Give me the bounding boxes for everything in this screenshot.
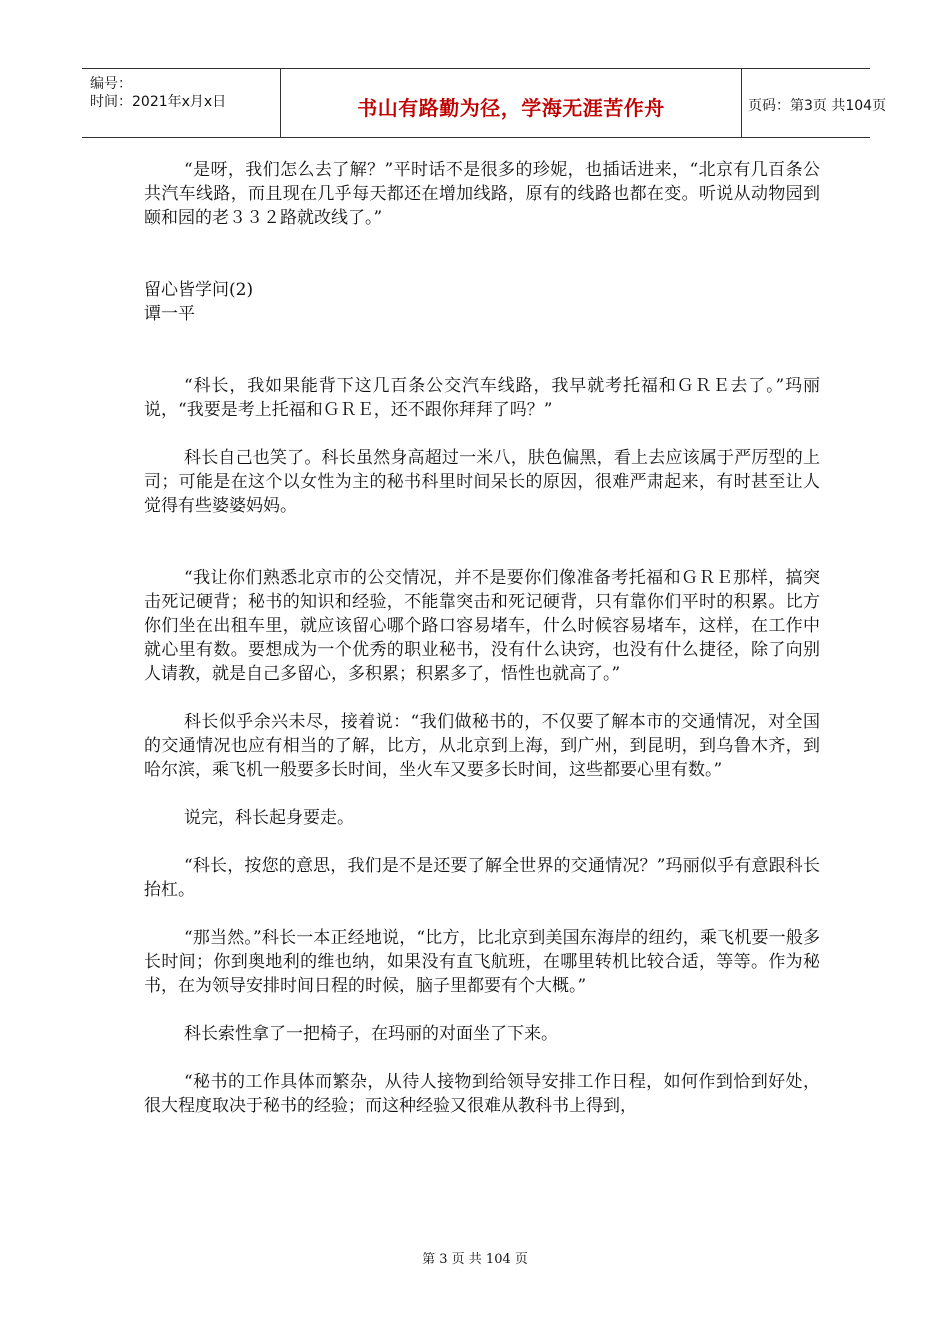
author: 谭一平: [144, 304, 195, 324]
doc-date-label: 时间：2021年x月x日: [90, 94, 227, 110]
paragraph: 说完，科长起身要走。: [184, 808, 354, 828]
section-title: 留心皆学问(2): [144, 280, 254, 300]
paragraph: “科长，按您的意思，我们是不是还要了解全世界的交通情况？”玛丽似乎有意跟科长抬杠。: [144, 856, 820, 900]
header-page-cell: [740, 69, 887, 137]
doc-id-label: 编号：: [90, 76, 132, 92]
paragraph: 科长似乎余兴未尽，接着说：“我们做秘书的，不仅要了解本市的交通情况，对全国的交通情况也应有相当的了解，比方，从北京到上海，到广州，到昆明，到乌鲁木齐，到哈尔滨，乘飞机一般要多长时间，坐火车又要多长时间，这些都要心里有数。”: [144, 712, 820, 780]
paragraph: 科长自己也笑了。科长虽然身高超过一米八，肤色偏黑，看上去应该属于严厉型的上司；可能是在这个以女性为主的秘书科里时间呆长的原因，很难严肃起来，有时甚至让人觉得有些婆婆妈妈。: [144, 448, 820, 516]
header-page-info: 页码：第3页 共104页: [748, 98, 887, 114]
page-footer: 第 3 页 共 104 页: [422, 1252, 528, 1267]
paragraph: “那当然。”科长一本正经地说，“比方，比北京到美国东海岸的纽约，乘飞机要一般多长时间；你到奥地利的维也纳，如果没有直飞航班，在哪里转机比较合适，等等。作为秘书，在为领导安排时间日程的时候，脑子里都要有个大概。”: [144, 928, 820, 996]
paragraph: “科长，我如果能背下这几百条公交汽车线路，我早就考托福和ＧＲＥ去了。”玛丽说，“我要是考上托福和ＧＲＥ，还不跟你拜拜了吗？”: [144, 376, 820, 420]
header-motto-cell: [280, 69, 742, 137]
paragraph: “我让你们熟悉北京市的公交情况，并不是要你们像准备考托福和ＧＲＥ那样，搞突击死记硬背；秘书的知识和经验，不能靠突击和死记硬背，只有靠你们平时的积累。比方你们坐在出租车里，就应该留心哪个路口容易堵车，什么时候容易堵车，这样，在工作中就心里有数。要想成为一个优秀的职业秘书，没有什么诀窍，也没有什么捷径，除了向别人请教，就是自己多留心，多积累；积累多了，悟性也就高了。”: [144, 568, 820, 684]
paragraph: “是呀，我们怎么去了解？”平时话不是很多的珍妮，也插话进来，“北京有几百条公共汽车线路，而且现在几乎每天都还在增加线路，原有的线路也都在变。听说从动物园到颐和园的老３３２路就改线了。”: [144, 160, 820, 228]
paragraph: “秘书的工作具体而繁杂，从待人接物到给领导安排工作日程，如何作到恰到好处，很大程度取决于秘书的经验；而这种经验又很难从教科书上得到，: [144, 1072, 820, 1116]
header-meta-cell: [82, 69, 280, 137]
page-header: [82, 68, 887, 138]
paragraph: 科长索性拿了一把椅子，在玛丽的对面坐了下来。: [184, 1024, 558, 1044]
document-body: [144, 158, 820, 1118]
header-motto: 书山有路勤为径，学海无涯苦作舟: [357, 96, 665, 120]
